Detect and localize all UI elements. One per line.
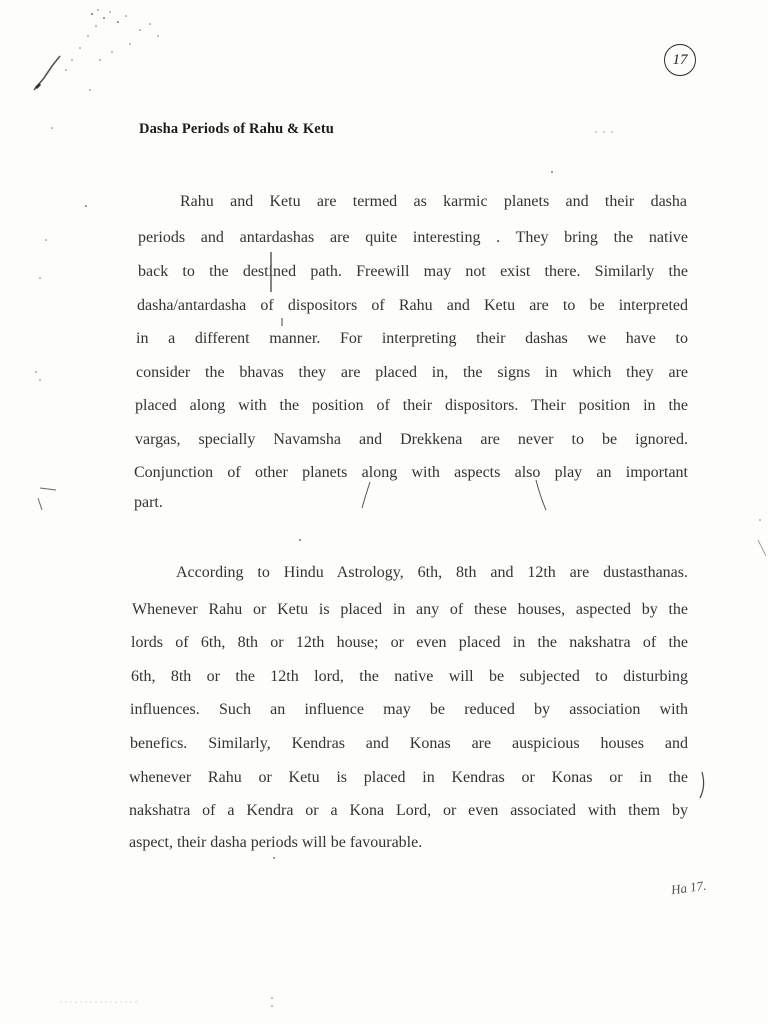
handwritten-note: Ha 17.	[670, 877, 708, 898]
paragraph-line: nakshatra of a Kendra or a Kona Lord, or even associated with them by	[129, 802, 688, 819]
paragraph-line: benefics. Similarly, Kendras and Konas are auspicious houses and	[130, 735, 688, 752]
paragraph-line: placed along with the position of their dispositors. Their position in the	[135, 397, 688, 414]
paragraph-line: lords of 6th, 8th or 12th house; or even placed in the nakshatra of the	[131, 634, 688, 651]
paragraph-line: vargas, specially Navamsha and Drekkena are never to be ignored.	[135, 431, 688, 448]
paragraph-line: whenever Rahu or Ketu is placed in Kendras or Konas or in the	[129, 769, 688, 786]
paragraph-line: Whenever Rahu or Ketu is placed in any of these houses, aspected by the	[132, 601, 688, 618]
paragraph-line: dasha/antardasha of dispositors of Rahu and Ketu are to be interpreted	[137, 297, 688, 314]
paragraph-line: influences. Such an influence may be reduced by association with	[130, 701, 688, 718]
paragraph-line: part.	[134, 494, 163, 511]
paragraph-line: in a different manner. For interpreting their dashas we have to	[136, 330, 688, 347]
paragraph-line: Conjunction of other planets along with aspects also play an important	[134, 464, 688, 481]
paragraph-line: According to Hindu Astrology, 6th, 8th and 12th are dustasthanas.	[176, 564, 688, 581]
section-heading: Dasha Periods of Rahu & Ketu	[139, 121, 334, 137]
paragraph-line: consider the bhavas they are placed in, the signs in which they are	[136, 364, 688, 381]
paragraph-line: 6th, 8th or the 12th lord, the native will be subjected to disturbing	[131, 668, 688, 685]
page-number: 17	[664, 44, 696, 76]
paragraph-line: periods and antardashas are quite interesting . They bring the native	[138, 229, 688, 246]
paragraph-line: aspect, their dasha periods will be favourable.	[129, 834, 423, 851]
paragraph-line: Rahu and Ketu are termed as karmic planets and their dasha	[180, 193, 687, 210]
paragraph-line: back to the destined path. Freewill may not exist there. Similarly the	[138, 263, 688, 280]
